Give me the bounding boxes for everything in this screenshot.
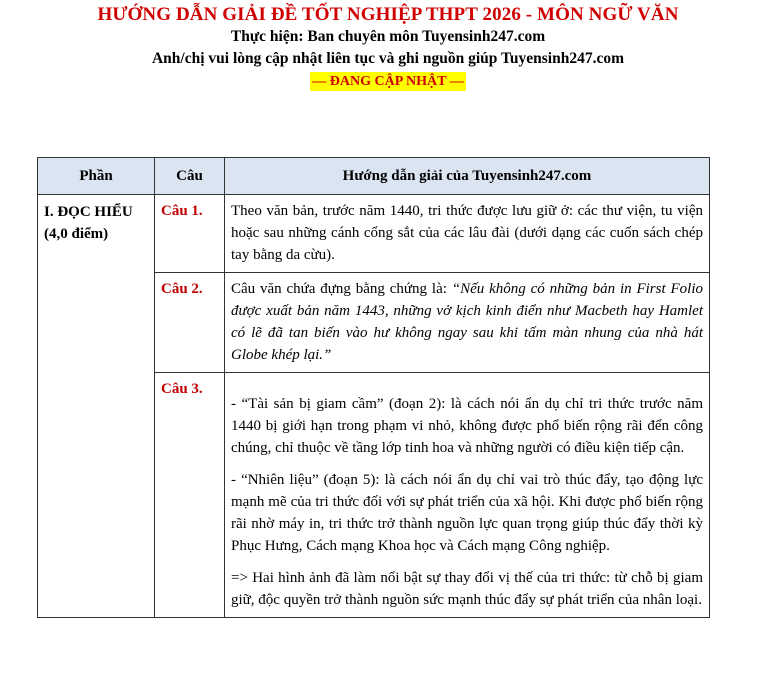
table-header-row	[38, 158, 710, 195]
section-points: (4,0 điểm)	[44, 226, 109, 242]
answer-cell	[225, 373, 710, 618]
answer-paragraph: => Hai hình ảnh đã làm nổi bật sự thay đổi vị thế của tri thức: từ chỗ bị giam giữ, độc quyền trở thành nguồn sức mạnh thúc đẩy sự phát triển của nhân loại.	[231, 570, 703, 608]
source-note: Anh/chị vui lòng cập nhật liên tục và ghi nguồn giúp Tuyensinh247.com	[151, 50, 625, 67]
status-wrap	[0, 72, 776, 91]
answer-paragraph: - “Tài sản bị giam cầm” (đoạn 2): là cách nói ẩn dụ chỉ tri thức trước năm 1440 bị giới hạn trong phạm vi nhỏ, không được phổ biến rộng rãi đến công chúng, chỉ thuộc về tầng lớp tinh hoa và những người có điều kiện tiếp cận.	[231, 396, 703, 456]
document-title: HƯỚNG DẪN GIẢI ĐỀ TỐT NGHIỆP THPT 2026 - MÔN NGỮ VĂN	[97, 4, 679, 25]
answer-cell	[225, 195, 710, 273]
updating-badge: — ĐANG CẬP NHẬT —	[312, 74, 464, 89]
header-guide: Hướng dẫn giải của Tuyensinh247.com	[225, 158, 710, 195]
answer-cell	[225, 273, 710, 373]
question-label: Câu 1.	[155, 195, 225, 273]
header-part: Phần	[38, 158, 155, 195]
answer-lead: Câu văn chứa đựng bằng chứng là:	[231, 281, 452, 297]
question-label: Câu 3.	[155, 373, 225, 618]
answer-text	[231, 278, 703, 366]
document-header	[0, 0, 776, 91]
section-cell	[38, 195, 155, 618]
question-label: Câu 2.	[155, 273, 225, 373]
section-name: I. ĐỌC HIỂU	[44, 204, 133, 220]
answer-text: Theo văn bản, trước năm 1440, tri thức được lưu giữ ở: các thư viện, tu viện hoặc sau những cánh cổng sắt của các lâu đài (dưới dạng các cuốn sách chép tay bằng da cừu).	[231, 203, 703, 263]
answer-quote: “Nếu không có những bản in First Folio được xuất bản năm 1443, những vở kịch kinh điển như Macbeth hay Hamlet có lẽ đã tan biến vào hư không ngay sau khi tấm màn nhung của nhà hát Globe khép lại.”	[231, 281, 703, 363]
document-subtitle: Thực hiện: Ban chuyên môn Tuyensinh247.com	[230, 28, 546, 45]
answer-table	[37, 157, 710, 618]
table-row	[38, 195, 710, 273]
answer-paragraph: - “Nhiên liệu” (đoạn 5): là cách nói ẩn dụ chỉ vai trò thúc đẩy, tạo động lực mạnh mẽ của tri thức đối với sự phát triển của xã hội. Khi được phổ biến rộng rãi nhờ máy in, tri thức trở thành nguồn lực quan trọng giúp thúc đẩy thời kỳ Phục Hưng, Cách mạng Khoa học và Cách mạng Công nghiệp.	[231, 472, 703, 554]
header-question: Câu	[155, 158, 225, 195]
